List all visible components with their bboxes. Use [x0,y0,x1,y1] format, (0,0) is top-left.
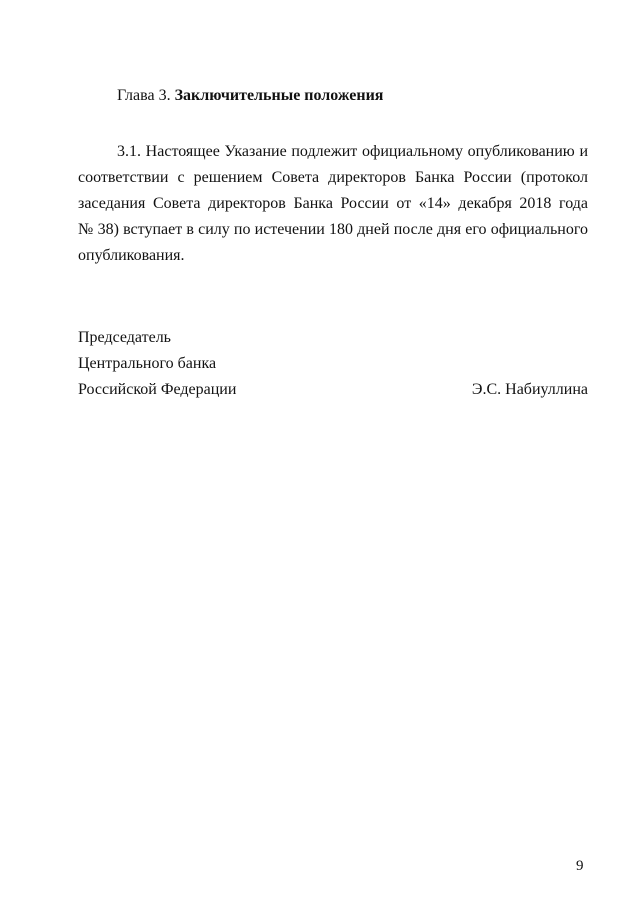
paragraph-line: 3.1. Настоящее Указание подлежит официальному опубликованию и [117,143,588,160]
signatory-position-line: Председатель [78,329,171,346]
paragraph-line: соответствии с решением Совета директоров Банка России (протокол [78,169,588,186]
signatory-position-row [78,377,588,403]
chapter-number: Глава 3. [117,87,171,104]
paragraph-line: № 38) вступает в силу по истечении 180 дней после дня его официального [78,221,588,238]
paragraph-3-1 [78,139,588,269]
chapter-heading [117,86,383,106]
signature-block [78,325,588,403]
signatory-name: Э.С. Набиуллина [471,381,588,398]
signatory-position-line: Центрального банка [78,355,217,372]
signatory-position-line: Российской Федерации [78,381,237,398]
paragraph-line: опубликования. [78,247,185,264]
chapter-title: Заключительные положения [174,87,384,104]
page-number: 9 [576,858,584,874]
paragraph-line: заседания Совета директоров Банка России от «14» декабря 2018 года [78,195,588,212]
